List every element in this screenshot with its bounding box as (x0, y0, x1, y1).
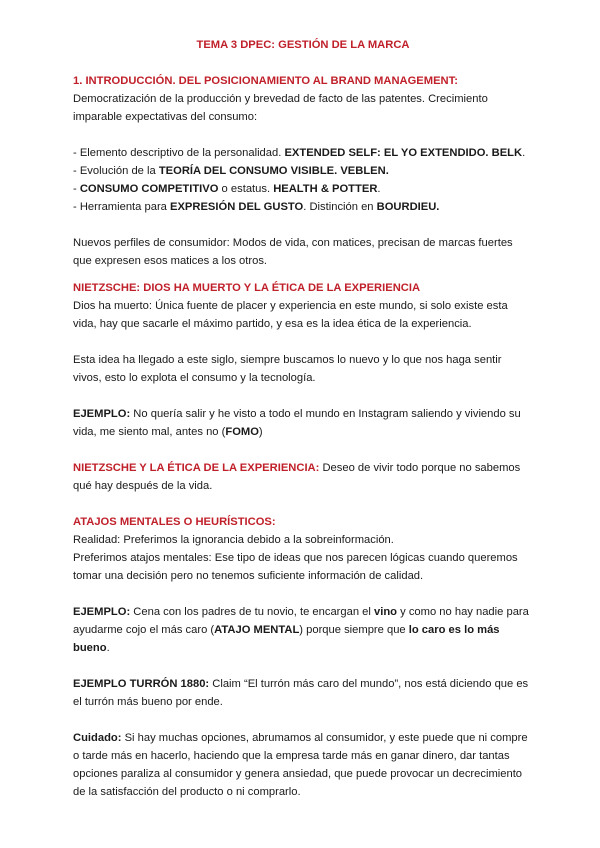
nietzsche-paragraph-1: Dios ha muerto: Única fuente de placer y experiencia en este mundo, si solo existe esta vida, hay que sacarle el máximo partido, y esa es la idea ética de la experiencia. (73, 300, 508, 330)
intro-paragraph: Democratización de la producción y brevedad de facto de las patentes. Crecimiento imparable expectativas del consumo: (73, 93, 488, 123)
document-title: TEMA 3 DPEC: GESTIÓN DE LA MARCA (196, 39, 410, 51)
list-item: - Evolución de la TEORÍA DEL CONSUMO VISIBLE. VEBLEN. (73, 165, 389, 177)
list-item: - CONSUMO COMPETITIVO o estatus. HEALTH & POTTER. (73, 183, 381, 195)
section-heading-nietzsche: NIETZSCHE: DIOS HA MUERTO Y LA ÉTICA DE LA EXPERIENCIA (73, 282, 421, 294)
document-page (73, 36, 533, 801)
list-item: - Elemento descriptivo de la personalidad. EXTENDED SELF: EL YO EXTENDIDO. BELK. (73, 147, 526, 159)
section-heading-introduccion: 1. INTRODUCCIÓN. DEL POSICIONAMIENTO AL BRAND MANAGEMENT: (73, 75, 458, 87)
example-turron: EJEMPLO TURRÓN 1880: Claim “El turrón más caro del mundo”, nos está diciendo que es el turrón más bueno por ende. (73, 678, 529, 708)
nietzsche-ethics-paragraph: NIETZSCHE Y LA ÉTICA DE LA EXPERIENCIA: Deseo de vivir todo porque no sabemos qué hay después de la vida. (73, 462, 521, 492)
cuidado-paragraph: Cuidado: Si hay muchas opciones, abrumamos al consumidor, y este puede que ni compre o tarde más en hacerlo, haciendo que la empresa tarde más en ganar dinero, dar tantas opciones paraliza al consumidor y genera ansiedad, que puede provocar un decrecimiento de la satisfacción del producto o ni comprarlo. (73, 732, 528, 798)
nietzsche-paragraph-2: Esta idea ha llegado a este siglo, siempre buscamos lo nuevo y lo que nos haga sentir vivos, esto lo explota el consumo y la tecnología. (73, 354, 502, 384)
example-fomo: EJEMPLO: No quería salir y he visto a todo el mundo en Instagram saliendo y viviendo su vida, me siento mal, antes no (FOMO) (73, 408, 521, 438)
list-item: - Herramienta para EXPRESIÓN DEL GUSTO. Distinción en BOURDIEU. (73, 201, 440, 213)
example-vino: EJEMPLO: Cena con los padres de tu novio, te encargan el vino y como no hay nadie para ayudarme cojo el más caro (ATAJO MENTAL) porque siempre que lo caro es lo más bueno. (73, 606, 529, 654)
atajos-paragraph-1: Realidad: Preferimos la ignorancia debido a la sobreinformación. (73, 534, 394, 546)
section-heading-atajos: ATAJOS MENTALES O HEURÍSTICOS: (73, 516, 276, 528)
atajos-paragraph-2: Preferimos atajos mentales: Ese tipo de ideas que nos parecen lógicas cuando queremos tomar una decisión pero no tenemos suficiente información de calidad. (73, 552, 518, 582)
profiles-paragraph: Nuevos perfiles de consumidor: Modos de vida, con matices, precisan de marcas fuertes que expresen esos matices a los otros. (73, 237, 513, 267)
expectations-list (73, 144, 533, 216)
